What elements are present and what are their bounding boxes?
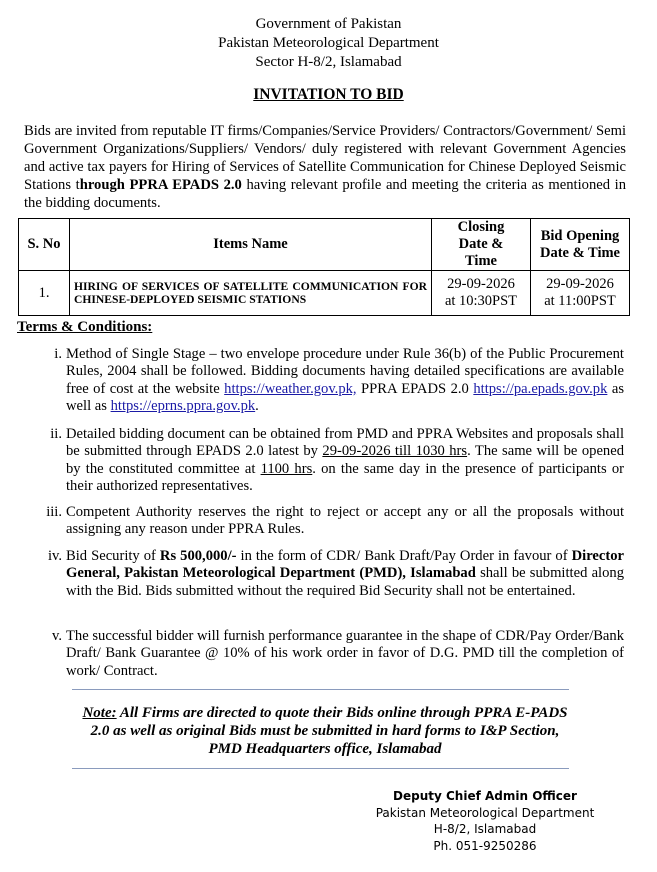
term-iii-number: iii. <box>46 504 62 520</box>
website-link-ppra[interactable]: https://eprns.ppra.gov.pk <box>110 398 256 415</box>
term-v <box>52 628 624 680</box>
bid-table <box>18 218 630 316</box>
row-closing-time: at 10:30PST <box>444 293 518 309</box>
header-opening-line2: Date & Time <box>539 244 620 261</box>
row-sno: 1. <box>19 271 70 316</box>
header-opening <box>531 219 630 271</box>
row-opening <box>531 271 630 316</box>
term-iv-amount: Rs 500,000/- <box>159 548 237 564</box>
row-opening-date: 29-09-2026 <box>546 276 614 292</box>
term-ii-opening-time: 1100 hrs <box>260 460 313 477</box>
header-address: Sector H-8/2, Islamabad <box>255 54 402 70</box>
intro-text-1: Bids are invited from reputable IT firms/Companies/Service Providers/ Contractors/Government/ Semi Government Organizations/Suppliers/ Vendors/ duly registered with relevant Government Agencies and active tax payers for Hiring of Services of Satellite Communication for Chinese Deployed Seismic Stations t <box>24 123 626 193</box>
note-text: All Firms are directed to quote their Bids online through PPRA E-PADS 2.0 as well as original Bids must be submitted in hard forms to I&P Section, PMD Headquarters office, Islamabad <box>90 705 568 757</box>
term-ii <box>50 426 624 496</box>
table-header-row <box>19 219 630 271</box>
term-iv-text-2: in the form of CDR/ Bank Draft/Pay Order in favour of <box>236 548 572 564</box>
header-closing-line2: Date & <box>458 236 504 252</box>
signature-designation: Deputy Chief Admin Officer <box>393 789 577 803</box>
term-i <box>54 346 625 416</box>
term-v-text: The successful bidder will furnish performance guarantee in the shape of CDR/Pay Order/Bank Draft/ Bank Guarantee @ 10% of his work order in favor of D.G. PMD till the completion of work/ Contract. <box>66 628 624 679</box>
header-items-name: Items Name <box>70 219 432 271</box>
term-iii-text: Competent Authority reserves the right to reject or accept any or all the proposals without assigning any reason under PPRA Rules. <box>66 504 624 538</box>
signature-block <box>373 788 597 854</box>
header-government: Government of Pakistan <box>255 16 402 32</box>
term-i-text-4: . <box>255 398 259 415</box>
term-iv-number: iv. <box>47 548 62 564</box>
signature-address: H-8/2, Islamabad <box>433 822 537 836</box>
document-title <box>0 86 657 104</box>
intro-paragraph <box>24 122 626 212</box>
header-closing-line3: Time <box>465 253 497 269</box>
header-sno: S. No <box>19 219 70 271</box>
header-closing-line1: Closing <box>457 219 505 235</box>
term-ii-number: ii. <box>50 426 62 442</box>
term-ii-text-2: . The same will be opened by the constituted committee at <box>66 443 624 477</box>
row-closing-date: 29-09-2026 <box>447 276 515 292</box>
term-i-text-1: Method of Single Stage – two envelope procedure under Rule 36(b) of the Public Procurement Rules, 2004 shall be followed. Bidding documents having detailed specifications are available free of cost at the website <box>66 346 624 397</box>
intro-bold: hrough PPRA EPADS 2.0 <box>79 177 242 193</box>
note-bottom-divider <box>72 768 569 769</box>
row-opening-time: at 11:00PST <box>544 293 616 309</box>
term-iii <box>46 504 624 539</box>
term-iv <box>47 548 624 600</box>
row-item-name: HIRING OF SERVICES OF SATELLITE COMMUNICATION FOR CHINESE-DEPLOYED SEISMIC STATIONS <box>70 271 432 316</box>
term-iv-text-3: shall be submitted along with the Bid. Bids submitted without the required Bid Security shall not be entertained. <box>66 565 624 599</box>
intro-text-2: having relevant profile and meeting the criteria as mentioned in the bidding documents. <box>24 177 626 211</box>
website-link-epads[interactable]: https://pa.epads.gov.pk <box>473 380 608 397</box>
term-v-number: v. <box>52 628 62 644</box>
term-iv-payee: Director General, Pakistan Meteorological Department (PMD), Islamabad <box>66 548 624 582</box>
header-closing <box>432 219 531 271</box>
terms-heading: Terms & Conditions: <box>17 319 153 335</box>
website-link-weather[interactable]: https://weather.gov.pk, <box>224 380 357 397</box>
signature-department: Pakistan Meteorological Department <box>375 805 595 820</box>
signature-phone: Ph. 051-9250286 <box>433 838 537 853</box>
term-i-number: i. <box>54 346 62 362</box>
term-i-text-3: as well as <box>66 380 625 415</box>
term-ii-text-3: . on the same day in the presence of participants or their authorized representatives. <box>66 460 624 495</box>
term-ii-text-1: Detailed bidding document can be obtained from PMD and PPRA Websites and proposals shall be submitted through EPADS 2.0 latest by <box>66 426 624 460</box>
table-row <box>19 271 630 316</box>
term-ii-deadline: 29-09-2026 till 1030 hrs <box>322 443 468 460</box>
header-department: Pakistan Meteorological Department <box>218 35 439 51</box>
header-opening-line1: Bid Opening <box>540 227 620 244</box>
document-title-text: INVITATION TO BID <box>253 86 404 103</box>
term-i-text-2: PPRA EPADS 2.0 <box>356 380 474 397</box>
note-top-divider <box>72 689 569 690</box>
note-label: Note: <box>82 705 117 721</box>
note-block <box>80 704 570 758</box>
term-iv-text-1: Bid Security of <box>66 548 160 564</box>
row-closing <box>432 271 531 316</box>
